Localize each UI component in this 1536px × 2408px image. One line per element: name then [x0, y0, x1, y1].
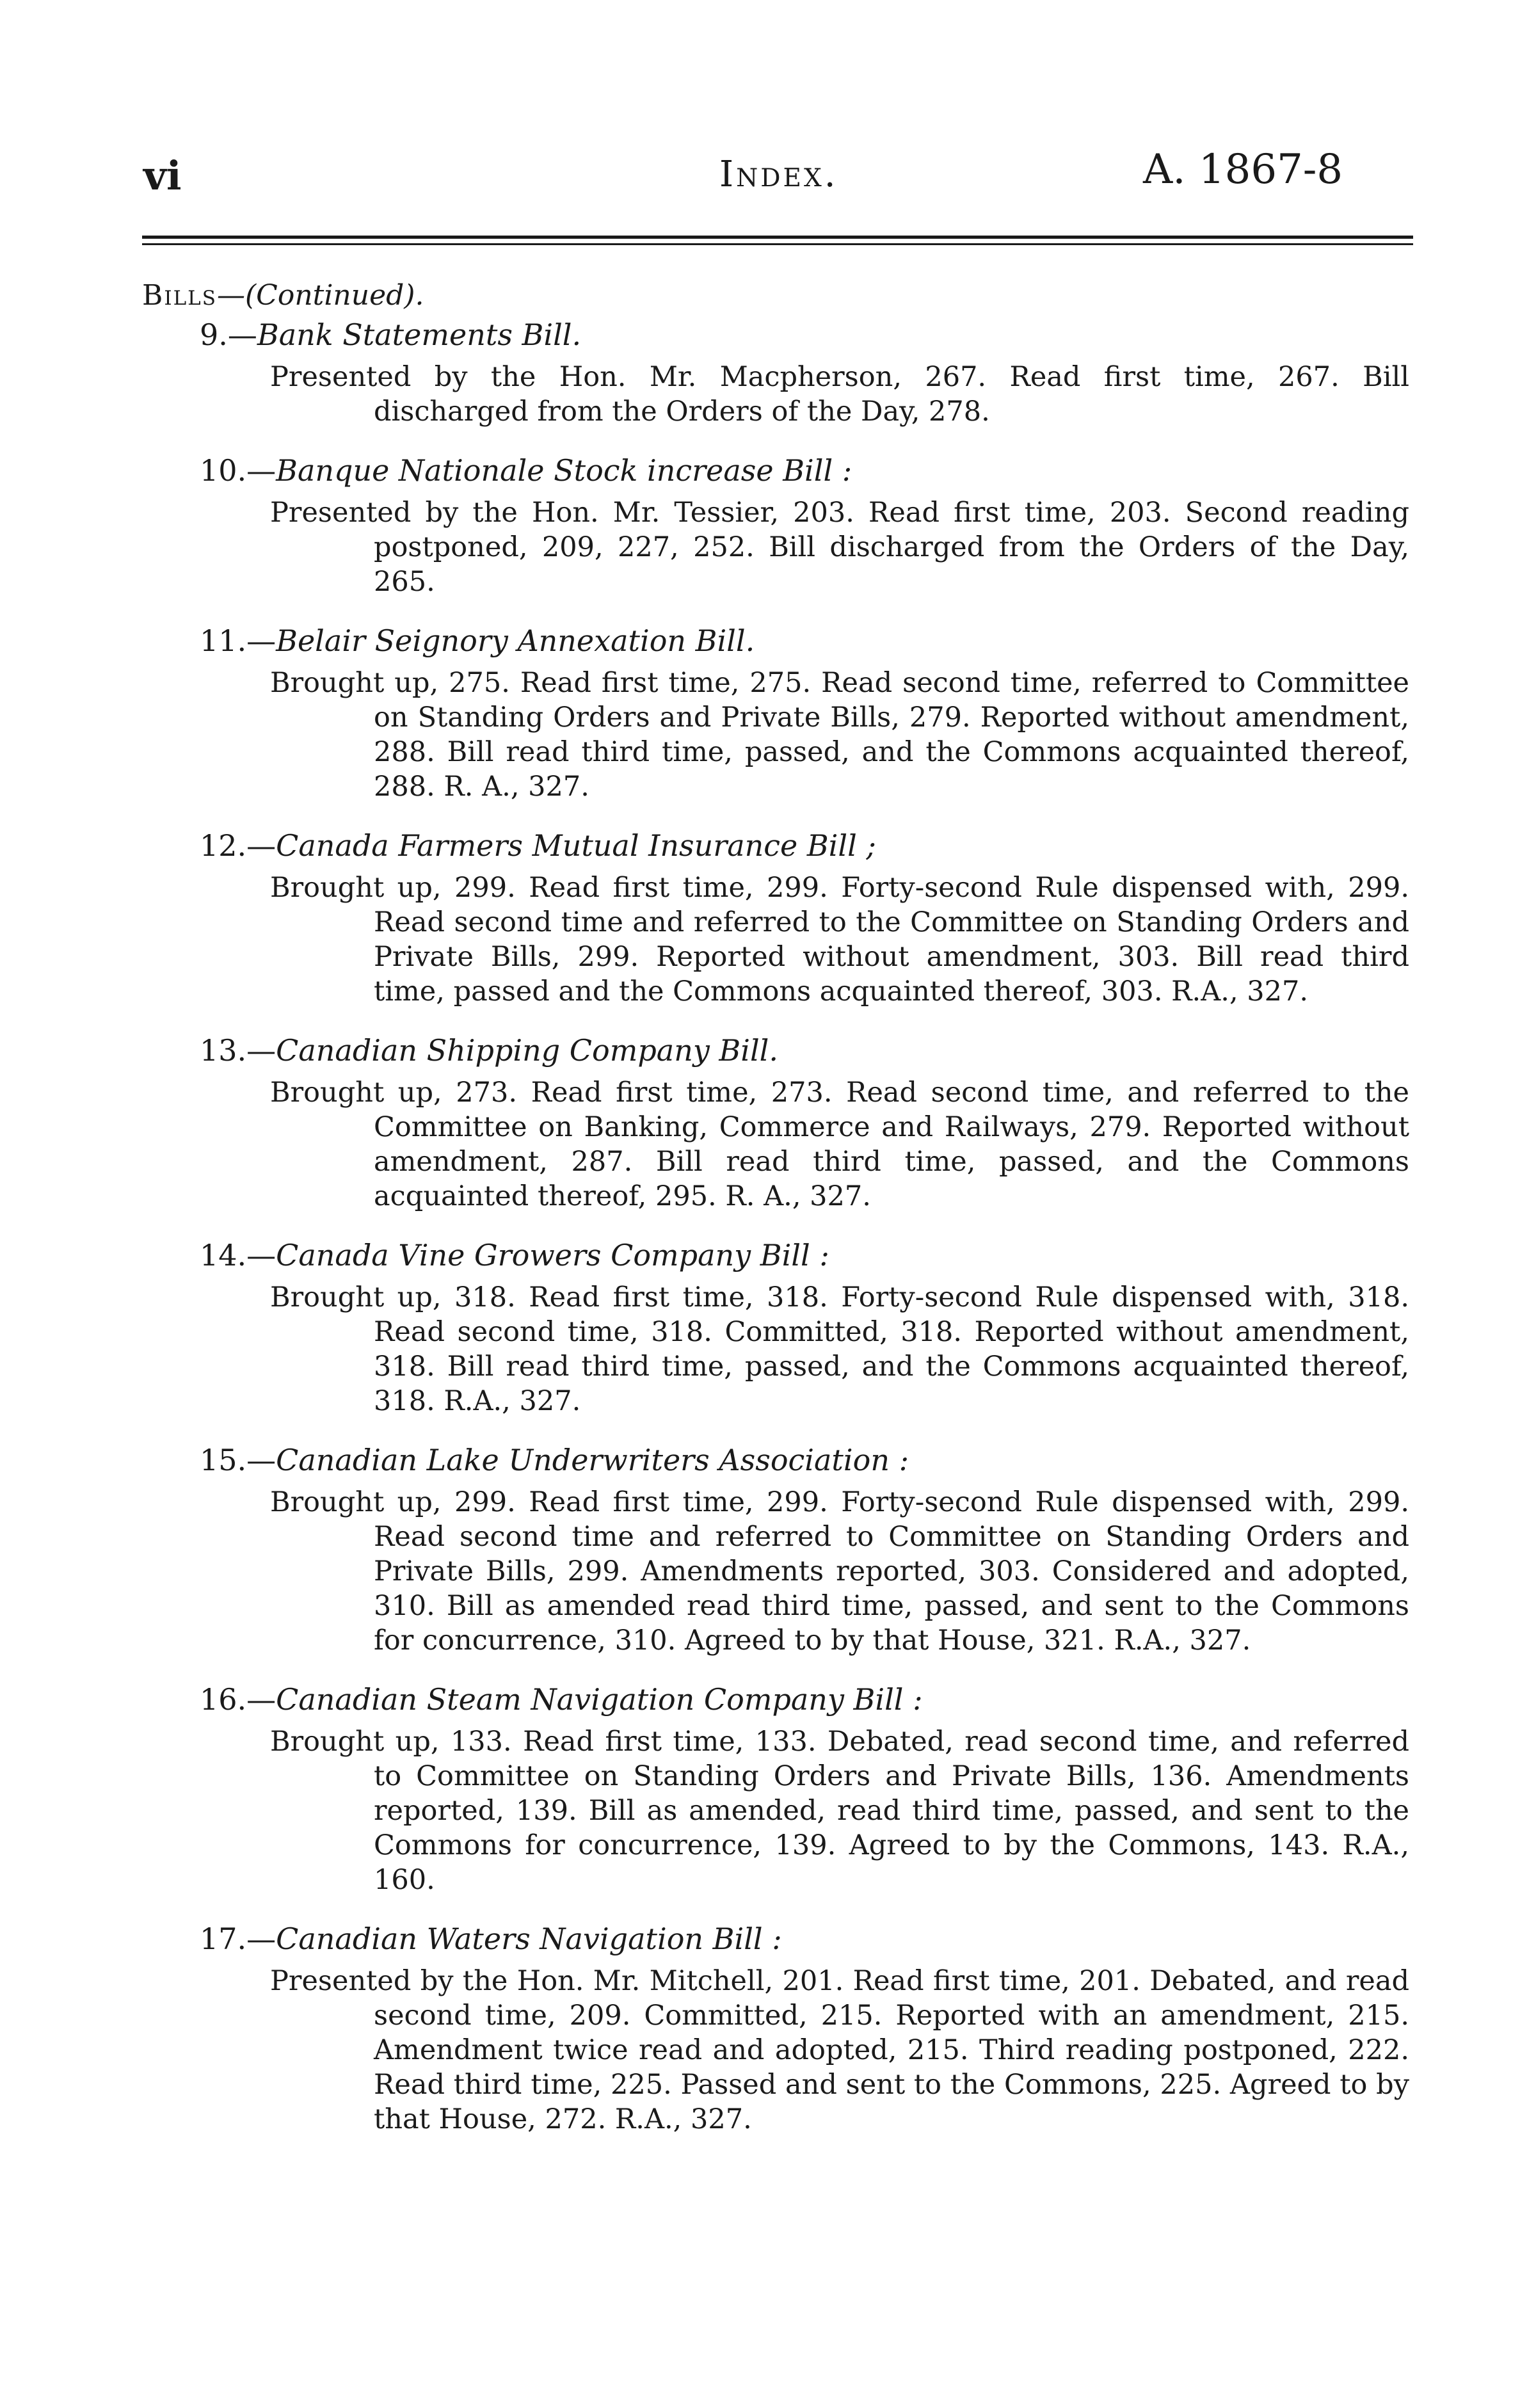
bill-proceedings: Brought up, 318. Read first time, 318. Forty-second Rule dispensed with, 318. Read second time, 318. Committed, 318. Reported without amendment, 318. Bill read third time, passed, and the Commons acquainted thereof, 318. R.A., 327.	[270, 1281, 1409, 1417]
bill-proceedings: Brought up, 275. Read first time, 275. Read second time, referred to Committee on Standing Orders and Private Bills, 279. Reported without amendment, 288. Bill read third time, passed, and the Commons acquainted thereof, 288. R. A., 327.	[270, 667, 1409, 803]
bill-proceedings: Brought up, 299. Read first time, 299. Forty-second Rule dispensed with, 299. Read second time and referred to the Committee on Standing Orders and Private Bills, 299. Reported without amendment, 303. Bill read third time, passed and the Commons acquainted thereof, 303. R.A., 327.	[270, 872, 1409, 1007]
bill-entry	[142, 826, 1409, 1009]
bill-name: Canada Vine Growers Company Bill :	[276, 1238, 829, 1272]
bill-entry	[142, 315, 1409, 429]
bill-name: Bank Statements Bill.	[257, 317, 582, 352]
bill-name: Belair Seignory Annexation Bill.	[276, 623, 755, 658]
bill-proceedings: Brought up, 133. Read first time, 133. Debated, read second time, and referred to Committee on Standing Orders and Private Bills, 136. Amendments reported, 139. Bill as amended, read third time, passed, and sent to the Commons for concurrence, 139. Agreed to by the Commons, 143. R.A., 160.	[270, 1726, 1409, 1896]
bill-proceedings: Brought up, 299. Read first time, 299. Forty-second Rule dispensed with, 299. Read second time and referred to Committee on Standing Orders and Private Bills, 299. Amendments reported, 303. Considered and adopted, 310. Bill as amended read third time, passed, and sent to the Commons for concurrence, 310. Agreed to by that House, 321. R.A., 327.	[270, 1486, 1409, 1657]
bill-proceedings: Presented by the Hon. Mr. Macpherson, 267. Read first time, 267. Bill discharged from the Orders of the Day, 278.	[270, 361, 1409, 428]
bill-proceedings: Presented by the Hon. Mr. Mitchell, 201. Read first time, 201. Debated, and read second time, 209. Committed, 215. Reported with an amendment, 215. Amendment twice read and adopted, 215. Third reading postponed, 222. Read third time, 225. Passed and sent to the Commons, 225. Agreed to by that House, 272. R.A., 327.	[270, 1965, 1409, 2135]
bill-title	[200, 451, 1409, 490]
bill-title	[200, 315, 1409, 355]
running-head: Index.	[719, 154, 838, 195]
bill-name: Canadian Shipping Company Bill.	[276, 1033, 778, 1068]
bill-entry	[142, 1919, 1409, 2137]
bill-entries	[142, 315, 1409, 2158]
bill-proceedings: Presented by the Hon. Mr. Tessier, 203. Read first time, 203. Second reading postponed, 209, 227, 252. Bill discharged from the Orders of the Day, 265.	[270, 497, 1409, 598]
bill-number: 11.—	[200, 623, 276, 658]
bill-name: Canadian Lake Underwriters Association :	[276, 1443, 909, 1477]
bill-number: 17.—	[200, 1922, 276, 1956]
bill-number: 14.—	[200, 1238, 276, 1272]
bill-entry	[142, 451, 1409, 599]
bill-name: Canadian Waters Navigation Bill :	[276, 1922, 782, 1956]
bill-title	[200, 1440, 1409, 1480]
header-rule	[142, 236, 1413, 239]
bill-number: 15.—	[200, 1443, 276, 1477]
bill-entry	[142, 1440, 1409, 1658]
bill-proceedings: Brought up, 273. Read first time, 273. Read second time, and referred to the Committee on Banking, Commerce and Railways, 279. Reported without amendment, 287. Bill read third time, passed, and the Commons acquainted thereof, 295. R. A., 327.	[270, 1077, 1409, 1212]
bill-title	[200, 1919, 1409, 1959]
bill-name: Banque Nationale Stock increase Bill :	[276, 453, 852, 488]
bill-entry	[142, 1235, 1409, 1418]
section-heading	[142, 279, 424, 312]
bill-name: Canadian Steam Navigation Company Bill :	[276, 1682, 923, 1717]
page-number: vi	[143, 152, 182, 199]
section-continued: —(Continued).	[217, 279, 424, 312]
section-label: Bills	[142, 279, 217, 312]
bill-entry	[142, 1680, 1409, 1897]
bill-number: 13.—	[200, 1033, 276, 1068]
bill-number: 16.—	[200, 1682, 276, 1717]
header-rule-thin	[142, 243, 1413, 245]
bill-number: 9.—	[200, 317, 257, 352]
bill-entry	[142, 1031, 1409, 1214]
bill-number: 12.—	[200, 828, 276, 863]
bill-name: Canada Farmers Mutual Insurance Bill ;	[276, 828, 876, 863]
bill-entry	[142, 621, 1409, 804]
bill-title	[200, 1031, 1409, 1070]
bill-title	[200, 621, 1409, 661]
session-year: A. 1867-8	[1143, 146, 1343, 193]
bill-title	[200, 1680, 1409, 1719]
bill-number: 10.—	[200, 453, 276, 488]
bill-title	[200, 1235, 1409, 1275]
bill-title	[200, 826, 1409, 865]
